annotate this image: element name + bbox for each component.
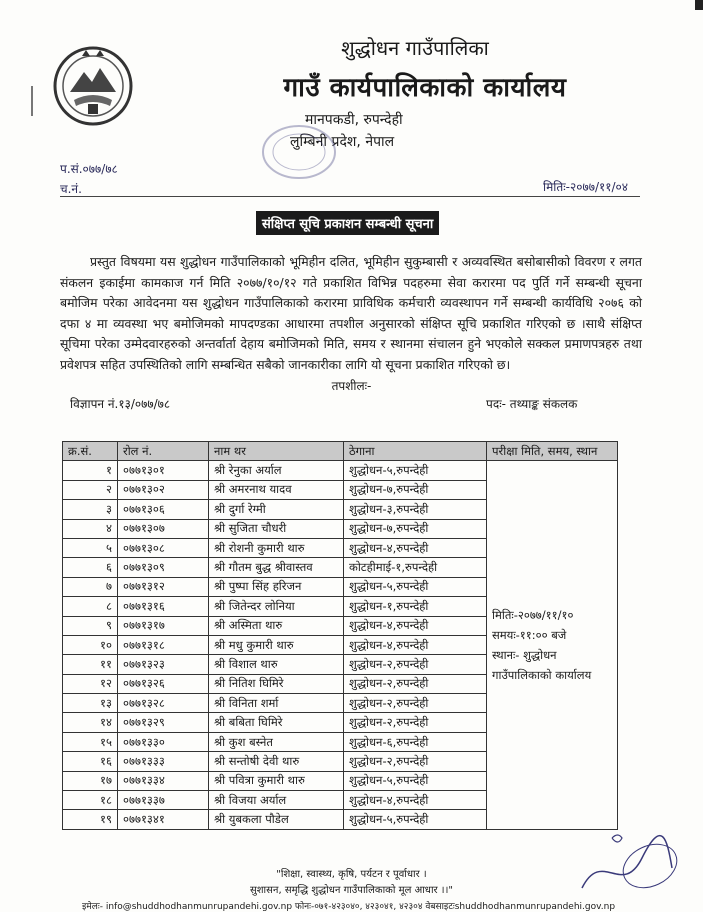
col-header-name: नाम थर: [209, 442, 344, 461]
nepal-emblem-icon: [52, 42, 134, 130]
address-cell: शुद्धोधन-१,रुपन्देही: [344, 597, 487, 616]
details-heading: तपशीलः-: [331, 379, 372, 393]
address-cell: शुद्धोधन-२,रुपन्देही: [344, 713, 487, 732]
name-cell: श्री दुर्गा रेग्मी: [209, 500, 344, 519]
serial-cell: १: [63, 461, 118, 480]
serial-cell: ४: [63, 519, 118, 538]
table-header-row: [63, 442, 618, 461]
serial-cell: १७: [63, 771, 118, 790]
col-header-exam: परीक्षा मिति, समय, स्थान: [487, 442, 618, 461]
address-cell: शुद्धोधन-५,रुपन्देही: [344, 461, 487, 480]
post-title: पदः- तथ्याङ्क संकलक: [486, 397, 578, 411]
address-cell: शुद्धोधन-५,रुपन्देही: [344, 577, 487, 596]
roll-cell: ०७७१३०९: [118, 558, 209, 577]
header-divider: [60, 196, 640, 197]
roll-cell: ०७७१३२९: [118, 713, 209, 732]
roll-cell: ०७७१३२६: [118, 674, 209, 693]
name-cell: श्री सन्तोषी देवी थारु: [209, 752, 344, 771]
dispatch-number: च.नं.: [60, 182, 82, 196]
serial-cell: १९: [63, 810, 118, 829]
municipality-name: शुद्धोधन गाउँपालिका: [341, 36, 489, 60]
address-line-1: मानपकडी, रुपन्देही: [305, 112, 403, 128]
name-cell: श्री विजया अर्याल: [209, 791, 344, 810]
address-cell: शुद्धोधन-६,रुपन्देही: [344, 732, 487, 751]
roll-cell: ०७७१३१२: [118, 577, 209, 596]
roll-cell: ०७७१३२८: [118, 694, 209, 713]
name-cell: श्री गौतम बुद्ध श्रीवास्तव: [209, 558, 344, 577]
name-cell: श्री कुश बस्नेत: [209, 732, 344, 751]
exam-info-line: समयः-११:०० बजे: [492, 628, 567, 643]
exam-info-line: स्थानः- शुद्धोधन: [492, 648, 557, 663]
address-cell: शुद्धोधन-७,रुपन्देही: [344, 519, 487, 538]
name-cell: श्री अस्मिता थारु: [209, 616, 344, 635]
name-cell: श्री जितेन्दर लोनिया: [209, 597, 344, 616]
name-cell: श्री विशाल थारु: [209, 655, 344, 674]
serial-cell: १२: [63, 674, 118, 693]
serial-cell: २: [63, 480, 118, 499]
serial-cell: १४: [63, 713, 118, 732]
serial-cell: ५: [63, 538, 118, 557]
address-cell: शुद्धोधन-२,रुपन्देही: [344, 694, 487, 713]
roll-cell: ०७७१३३४: [118, 771, 209, 790]
address-cell: शुद्धोधन-५,रुपन्देही: [344, 771, 487, 790]
notice-date: मितिः-२०७७/११/०४: [543, 180, 628, 194]
serial-cell: ३: [63, 500, 118, 519]
serial-cell: ८: [63, 597, 118, 616]
office-stamp-icon: [260, 122, 338, 182]
exam-info-line: गाउँपालिकाको कार्यालय: [492, 668, 592, 683]
address-cell: शुद्धोधन-२,रुपन्देही: [344, 752, 487, 771]
col-header-address: ठेगाना: [344, 442, 487, 461]
col-header-roll: रोल नं.: [118, 442, 209, 461]
roll-cell: ०७७१३०१: [118, 461, 209, 480]
roll-cell: ०७७१३४१: [118, 810, 209, 829]
notice-subject: संक्षिप्त सूचि प्रकाशन सम्बन्धी सूचना: [256, 211, 439, 235]
table-row: [63, 461, 618, 480]
roll-cell: ०७७१३०२: [118, 480, 209, 499]
advertisement-number: विज्ञापन नं.१३/०७७/७८: [70, 397, 171, 411]
address-cell: शुद्धोधन-२,रुपन्देही: [344, 655, 487, 674]
serial-cell: ९: [63, 616, 118, 635]
address-cell: कोटहीमाई-१,रुपन्देही: [344, 558, 487, 577]
exam-info-line: मितिः-२०७७/११/१०: [492, 608, 574, 623]
name-cell: श्री मधु कुमारी थारु: [209, 635, 344, 654]
name-cell: श्री विनिता शर्मा: [209, 694, 344, 713]
margin-mark: [31, 86, 33, 116]
roll-cell: ०७७१३१७: [118, 616, 209, 635]
roll-cell: ०७७१३३७: [118, 791, 209, 810]
name-cell: श्री पुष्पा सिंह हरिजन: [209, 577, 344, 596]
serial-cell: ७: [63, 577, 118, 596]
roll-cell: ०७७१३१६: [118, 597, 209, 616]
address-cell: शुद्धोधन-३,रुपन्देही: [344, 500, 487, 519]
address-cell: शुद्धोधन-४,रुपन्देही: [344, 616, 487, 635]
notice-body: प्रस्तुत विषयमा यस शुद्धोधन गाउँपालिकाको भूमिहीन दलित, भूमिहीन सुकुम्बासी र अव्यवस्थित बसोबासीको विवरण र लगत संकलन इकाईमा कामकाज गर्न मिति २०७७/१०/१२ गते प्रकाशित विभिन्न पदहरुमा सेवा करारमा पद पुर्ति गर्ने सम्बन्धी सूचना बमोजिम परेका आवेदनमा यस शुद्धोधन गाउँपालिकाको करारमा प्राविधिक कर्मचारी व्यवस्थापन गर्ने सम्बन्धी कार्यविधि २०७६ को दफा ४ मा व्यवस्था भए बमोजिमको मापदण्डका आधारमा तपशील अनुसारको संक्षिप्त सूचि प्रकाशित गरिएको छ ।साथै संक्षिप्त सूचिमा परेका उम्मेदवारहरुको अन्तर्वार्ता देहाय बमोजिमको मिति, समय र स्थानमा संचालन हुने भएकोले सक्कल प्रमाणपत्रहरु तथा प्रवेशपत्र सहित उपस्थितिको लागि सम्बन्धित सबैको जानकारीका लागि यो सूचना प्रकाशित गरिएको छ।: [60, 254, 642, 372]
letter-number: प.सं.०७७/७८: [60, 162, 118, 176]
serial-cell: १६: [63, 752, 118, 771]
address-cell: शुद्धोधन-२,रुपन्देही: [344, 674, 487, 693]
footer-contact: इमेलः- info@shuddhodhanmunrupandehi.gov.np फोनः-०७१-४२३०४०, ४२३०४१, ४२३०४ वेबसाइटःshuddhodhanmunrupandehi.gov.np: [82, 902, 616, 912]
address-cell: शुद्धोधन-४,रुपन्देही: [344, 635, 487, 654]
serial-cell: ६: [63, 558, 118, 577]
serial-cell: ११: [63, 655, 118, 674]
address-line-2: लुम्बिनी प्रदेश, नेपाल: [290, 134, 395, 150]
name-cell: श्री अमरनाथ यादव: [209, 480, 344, 499]
roll-cell: ०७७१३०७: [118, 519, 209, 538]
table-body: [63, 461, 618, 829]
name-cell: श्री सुजिता चौधरी: [209, 519, 344, 538]
address-cell: शुद्धोधन-४,रुपन्देही: [344, 791, 487, 810]
page-corner-mark: [695, 0, 703, 10]
roll-cell: ०७७१३२३: [118, 655, 209, 674]
name-cell: श्री रोशनी कुमारी थारु: [209, 538, 344, 557]
serial-cell: १५: [63, 732, 118, 751]
footer-slogan-2: सुशासन, समृद्धि शुद्धोधन गाउँपालिकाको मूल आधार ।।": [250, 885, 453, 896]
address-cell: शुद्धोधन-७,रुपन्देही: [344, 480, 487, 499]
serial-cell: १८: [63, 791, 118, 810]
serial-cell: १३: [63, 694, 118, 713]
roll-cell: ०७७१३३०: [118, 732, 209, 751]
name-cell: श्री पवित्रा कुमारी थारु: [209, 771, 344, 790]
name-cell: श्री नितिश घिमिरे: [209, 674, 344, 693]
name-cell: श्री बबिता घिमिरे: [209, 713, 344, 732]
address-cell: शुद्धोधन-४,रुपन्देही: [344, 538, 487, 557]
serial-cell: १०: [63, 635, 118, 654]
address-cell: शुद्धोधन-५,रुपन्देही: [344, 810, 487, 829]
roll-cell: ०७७१३०८: [118, 538, 209, 557]
roll-cell: ०७७१३०६: [118, 500, 209, 519]
shortlist-table: [62, 441, 618, 830]
roll-cell: ०७७१३३३: [118, 752, 209, 771]
name-cell: श्री युबकला पौडेल: [209, 810, 344, 829]
col-header-serial: क्र.सं.: [63, 442, 118, 461]
footer-slogan-1: "शिक्षा, स्वास्थ्य, कृषि, पर्यटन र पूर्वाधार ।: [276, 869, 427, 880]
office-title: गाउँ कार्यपालिकाको कार्यालय: [283, 73, 567, 103]
name-cell: श्री रेनुका अर्याल: [209, 461, 344, 480]
roll-cell: ०७७१३१८: [118, 635, 209, 654]
exam-info-cell: [487, 461, 618, 829]
